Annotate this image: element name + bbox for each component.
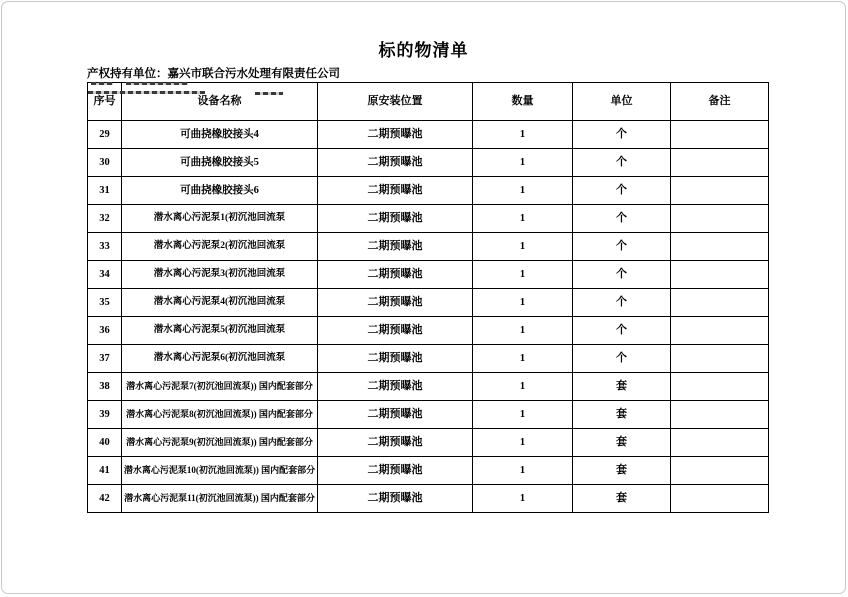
- cell-location: 二期预曝池: [318, 429, 473, 457]
- inventory-table: [87, 82, 769, 513]
- cell-qty: 1: [473, 317, 573, 345]
- cell-location: 二期预曝池: [318, 345, 473, 373]
- table-row: [88, 401, 769, 429]
- cell-location: 二期预曝池: [318, 485, 473, 513]
- table-row: [88, 121, 769, 149]
- cell-unit: 个: [573, 177, 671, 205]
- header-cell-serial: 序号: [88, 83, 122, 121]
- cell-serial: 34: [88, 261, 122, 289]
- cell-serial: 31: [88, 177, 122, 205]
- cell-unit: 个: [573, 289, 671, 317]
- cell-qty: 1: [473, 205, 573, 233]
- cell-name: 潜水离心污泥泵2(初沉池回流泵: [122, 233, 318, 261]
- cell-remark: [671, 457, 769, 485]
- cell-name: 可曲挠橡胶接头5: [122, 149, 318, 177]
- cell-qty: 1: [473, 233, 573, 261]
- cell-unit: 个: [573, 261, 671, 289]
- cell-unit: 个: [573, 317, 671, 345]
- header-cell-location: 原安装位置: [318, 83, 473, 121]
- cell-remark: [671, 373, 769, 401]
- cell-serial: 33: [88, 233, 122, 261]
- cell-unit: 套: [573, 457, 671, 485]
- cell-qty: 1: [473, 177, 573, 205]
- cell-location: 二期预曝池: [318, 149, 473, 177]
- cell-qty: 1: [473, 345, 573, 373]
- cell-unit: 个: [573, 149, 671, 177]
- cell-name: 潜水离心污泥泵1(初沉池回流泵: [122, 205, 318, 233]
- table-row: [88, 289, 769, 317]
- cell-name: 潜水离心污泥泵11(初沉池回流泵)) 国内配套部分: [122, 485, 318, 513]
- table-row: [88, 149, 769, 177]
- cell-remark: [671, 149, 769, 177]
- cell-location: 二期预曝池: [318, 373, 473, 401]
- cell-name: 潜水离心污泥泵3(初沉池回流泵: [122, 261, 318, 289]
- clipped-text-artifact: [126, 82, 188, 85]
- table-row: [88, 233, 769, 261]
- cell-remark: [671, 429, 769, 457]
- cell-qty: 1: [473, 289, 573, 317]
- cell-serial: 41: [88, 457, 122, 485]
- cell-remark: [671, 485, 769, 513]
- cell-serial: 42: [88, 485, 122, 513]
- cell-remark: [671, 345, 769, 373]
- cell-location: 二期预曝池: [318, 317, 473, 345]
- cell-remark: [671, 205, 769, 233]
- cell-remark: [671, 121, 769, 149]
- cell-serial: 32: [88, 205, 122, 233]
- cell-unit: 个: [573, 345, 671, 373]
- cell-serial: 36: [88, 317, 122, 345]
- cell-serial: 35: [88, 289, 122, 317]
- cell-name: 潜水离心污泥泵4(初沉池回流泵: [122, 289, 318, 317]
- table-row: [88, 485, 769, 513]
- header-cell-qty: 数量: [473, 83, 573, 121]
- cell-unit: 套: [573, 401, 671, 429]
- cell-remark: [671, 233, 769, 261]
- cell-unit: 套: [573, 429, 671, 457]
- cell-unit: 套: [573, 485, 671, 513]
- cell-remark: [671, 261, 769, 289]
- header-cell-name: 设备名称: [122, 83, 318, 121]
- cell-location: 二期预曝池: [318, 401, 473, 429]
- cell-qty: 1: [473, 485, 573, 513]
- cell-name: 潜水离心污泥泵8(初沉池回流泵)) 国内配套部分: [122, 401, 318, 429]
- cell-qty: 1: [473, 149, 573, 177]
- cell-serial: 37: [88, 345, 122, 373]
- table-row: [88, 261, 769, 289]
- property-owner-line: 产权持有单位：嘉兴市联合污水处理有限责任公司: [87, 68, 340, 80]
- cell-name: 可曲挠橡胶接头6: [122, 177, 318, 205]
- cell-qty: 1: [473, 457, 573, 485]
- cell-qty: 1: [473, 401, 573, 429]
- cell-qty: 1: [473, 121, 573, 149]
- table-header-row: [88, 83, 769, 121]
- page-title: 标的物清单: [378, 41, 469, 60]
- cell-name: 潜水离心污泥泵9(初沉池回流泵)) 国内配套部分: [122, 429, 318, 457]
- cell-location: 二期预曝池: [318, 457, 473, 485]
- table-row: [88, 429, 769, 457]
- table-row: [88, 317, 769, 345]
- cell-remark: [671, 317, 769, 345]
- document-page: [1, 1, 846, 594]
- header-cell-unit: 单位: [573, 83, 671, 121]
- cell-serial: 39: [88, 401, 122, 429]
- cell-serial: 38: [88, 373, 122, 401]
- table-row: [88, 177, 769, 205]
- table-row: [88, 457, 769, 485]
- cell-serial: 40: [88, 429, 122, 457]
- cell-location: 二期预曝池: [318, 205, 473, 233]
- cell-name: 潜水离心污泥泵5(初沉池回流泵: [122, 317, 318, 345]
- table-row: [88, 345, 769, 373]
- cell-location: 二期预曝池: [318, 177, 473, 205]
- cell-qty: 1: [473, 429, 573, 457]
- cell-unit: 个: [573, 233, 671, 261]
- cell-name: 潜水离心污泥泵6(初沉池回流泵: [122, 345, 318, 373]
- cell-unit: 个: [573, 205, 671, 233]
- clipped-text-artifact: [255, 92, 283, 95]
- cell-location: 二期预曝池: [318, 121, 473, 149]
- table-row: [88, 373, 769, 401]
- cell-name: 潜水离心污泥泵7(初沉池回流泵)) 国内配套部分: [122, 373, 318, 401]
- cell-remark: [671, 289, 769, 317]
- cell-qty: 1: [473, 261, 573, 289]
- table-row: [88, 205, 769, 233]
- header-cell-remark: 备注: [671, 83, 769, 121]
- cell-name: 可曲挠橡胶接头4: [122, 121, 318, 149]
- cell-name: 潜水离心污泥泵10(初沉池回流泵)) 国内配套部分: [122, 457, 318, 485]
- cell-location: 二期预曝池: [318, 261, 473, 289]
- cell-unit: 套: [573, 373, 671, 401]
- cell-serial: 29: [88, 121, 122, 149]
- cell-qty: 1: [473, 373, 573, 401]
- clipped-text-artifact: [91, 82, 113, 85]
- clipped-text-artifact: [88, 91, 205, 94]
- cell-unit: 个: [573, 121, 671, 149]
- cell-remark: [671, 177, 769, 205]
- cell-serial: 30: [88, 149, 122, 177]
- cell-location: 二期预曝池: [318, 233, 473, 261]
- cell-remark: [671, 401, 769, 429]
- cell-location: 二期预曝池: [318, 289, 473, 317]
